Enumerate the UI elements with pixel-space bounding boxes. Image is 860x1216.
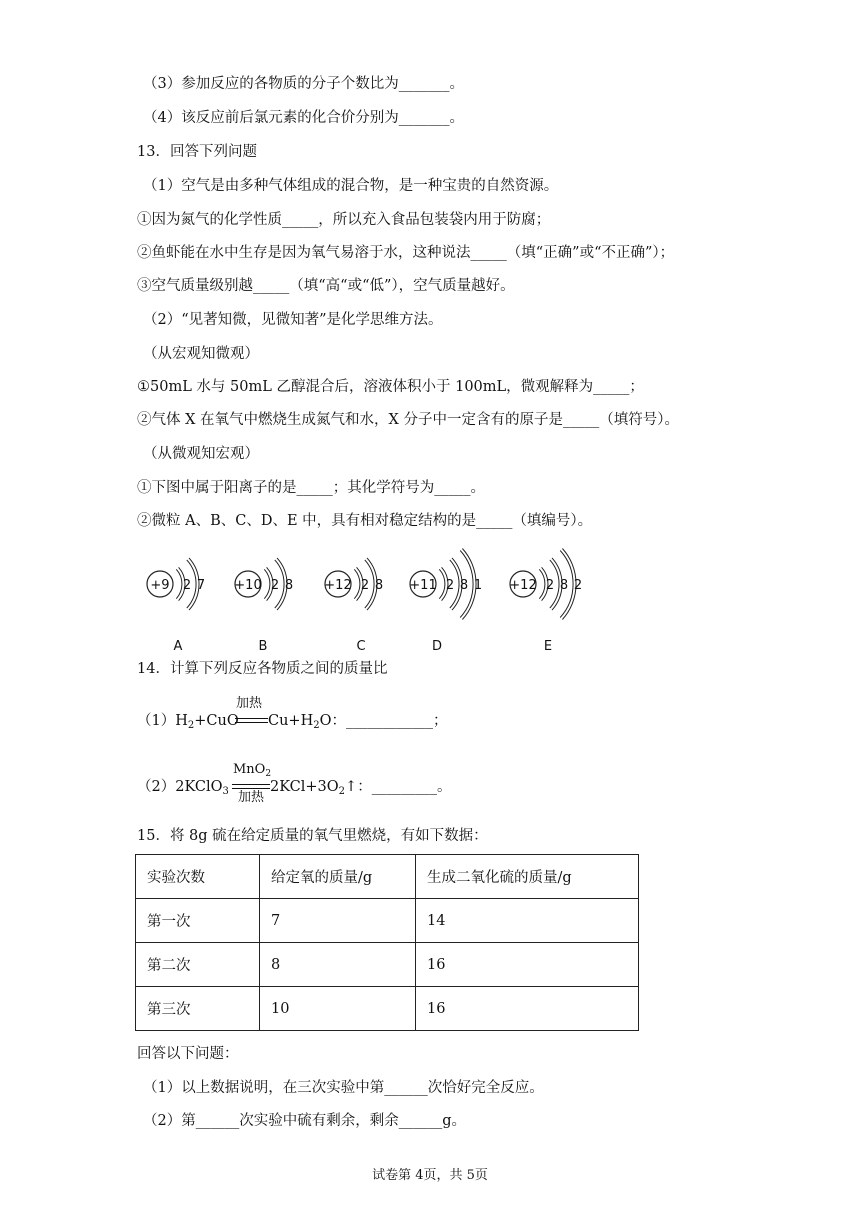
q13-micro-to-macro: （从微观知宏观） [143, 446, 259, 462]
q13-part2-item2: ②气体 X 在氧气中燃烧生成氮气和水，X 分子中一定含有的原子是_____（填符号）。 [137, 412, 679, 428]
q13-title: 13．回答下列问题 [137, 144, 257, 160]
eq1-arrow-line-top [235, 718, 268, 719]
q13-part2: （2）“见著知微，见微知著”是化学思维方法。 [143, 312, 443, 328]
q13-part2-item1: ①50mL 水与 50mL 乙醇混合后，溶液体积小于 100mL，微观解释为_____； [137, 379, 644, 395]
nucleus-charge: +12 [324, 578, 352, 593]
table-cell: 第三次 [136, 987, 260, 1031]
electron-count: 1 [473, 578, 483, 593]
nucleus-charge: +9 [150, 578, 170, 593]
table-cell: 7 [260, 899, 416, 943]
atom-label: D [431, 639, 443, 654]
q13-macro-to-micro: （从宏观知微观） [143, 346, 259, 362]
electron-shell-arc [264, 569, 270, 598]
nucleus-charge: +10 [234, 578, 262, 593]
q15-answer-intro: 回答以下问题： [137, 1046, 239, 1062]
q15-part2: （2）第______次实验中硫有剩余，剩余______g。 [143, 1113, 467, 1129]
atom-label: B [258, 639, 268, 654]
q13-part2-item4: ②微粒 A、B、C、D、E 中，具有相对稳定结构的是_____（填编号）。 [137, 513, 593, 529]
q12-part4: （4）该反应前后氯元素的化合价分别为_______。 [143, 110, 464, 126]
nucleus-charge: +11 [409, 578, 437, 593]
atom-structure-diagrams [0, 535, 860, 655]
table-cell: 第一次 [136, 899, 260, 943]
q13-part1-item3: ③空气质量级别越_____（填“高“或“低”），空气质量越好。 [137, 278, 515, 294]
eq2-arrow-line-top [232, 784, 270, 785]
table-row [136, 943, 639, 987]
eq2-condition-bottom: 加热 [238, 790, 265, 805]
electron-shell-arc [354, 569, 360, 598]
q13-part2-item3: ①下图中属于阳离子的是_____；其化学符号为_____。 [137, 480, 485, 496]
equation-1-rhs: $Cu+H_2O$：____________； [268, 713, 448, 731]
eq2-condition-top: MnO$_2$ [233, 762, 272, 779]
q13-part1-item2: ②鱼虾能在水中生存是因为氧气易溶于水，这种说法_____（填“正确”或“不正确”）； [137, 245, 675, 261]
q13-part1-item1: ①因为氮气的化学性质_____，所以充入食品包装袋内用于防腐； [137, 212, 551, 228]
q15-title: 15．将 8g 硫在给定质量的氧气里燃烧，有如下数据： [137, 828, 488, 844]
page-footer: 试卷第 4页，共 5页 [372, 1168, 488, 1183]
table-cell: 第二次 [136, 943, 260, 987]
eq2-arrow-line-bottom [232, 788, 270, 789]
electron-count: 8 [284, 578, 294, 593]
atom-label: E [543, 639, 553, 654]
table-cell: 10 [260, 987, 416, 1031]
atom-label: A [173, 639, 183, 654]
table-cell: 16 [416, 943, 639, 987]
electron-count: 8 [459, 578, 469, 593]
equation-2-lhs: （2）2KClO$_3$ [137, 779, 229, 797]
eq1-condition: 加热 [236, 696, 263, 711]
electron-count: 2 [182, 578, 192, 593]
q13-part1: （1）空气是由多种气体组成的混合物，是一种宝贵的自然资源。 [143, 178, 559, 194]
table-cell: 8 [260, 943, 416, 987]
electron-count: 8 [374, 578, 384, 593]
experiment-data-table [135, 854, 639, 1031]
equation-1-lhs: $(1)H_2+CuO$ [137, 713, 239, 731]
table-cell: 16 [416, 987, 639, 1031]
electron-count: 7 [196, 578, 206, 593]
table-cell: 14 [416, 899, 639, 943]
electron-count: 2 [360, 578, 370, 593]
table-header-cell: 给定氧的质量/g [260, 855, 416, 899]
electron-shell-arc [176, 569, 182, 598]
electron-shell-arc [439, 569, 445, 598]
table-row [136, 899, 639, 943]
table-header-cell: 实验次数 [136, 855, 260, 899]
eq1-arrow-line-bottom [235, 722, 268, 723]
nucleus-charge: +12 [509, 578, 537, 593]
table-header-row [136, 855, 639, 899]
q14-title: 14．计算下列反应各物质之间的质量比 [137, 661, 388, 677]
table-row [136, 987, 639, 1031]
electron-count: 2 [445, 578, 455, 593]
electron-shell-arc [539, 569, 545, 598]
electron-count: 2 [573, 578, 583, 593]
table-header-cell: 生成二氧化硫的质量/g [416, 855, 639, 899]
electron-count: 2 [270, 578, 280, 593]
q15-part1: （1）以上数据说明，在三次实验中第______次恰好完全反应。 [143, 1080, 544, 1096]
atom-label: C [356, 639, 366, 654]
electron-count: 2 [545, 578, 555, 593]
equation-2-rhs: $2KCl+3O_2↑$：_________。 [270, 779, 452, 797]
q12-part3: （3）参加反应的各物质的分子个数比为_______。 [143, 76, 464, 92]
electron-count: 8 [559, 578, 569, 593]
